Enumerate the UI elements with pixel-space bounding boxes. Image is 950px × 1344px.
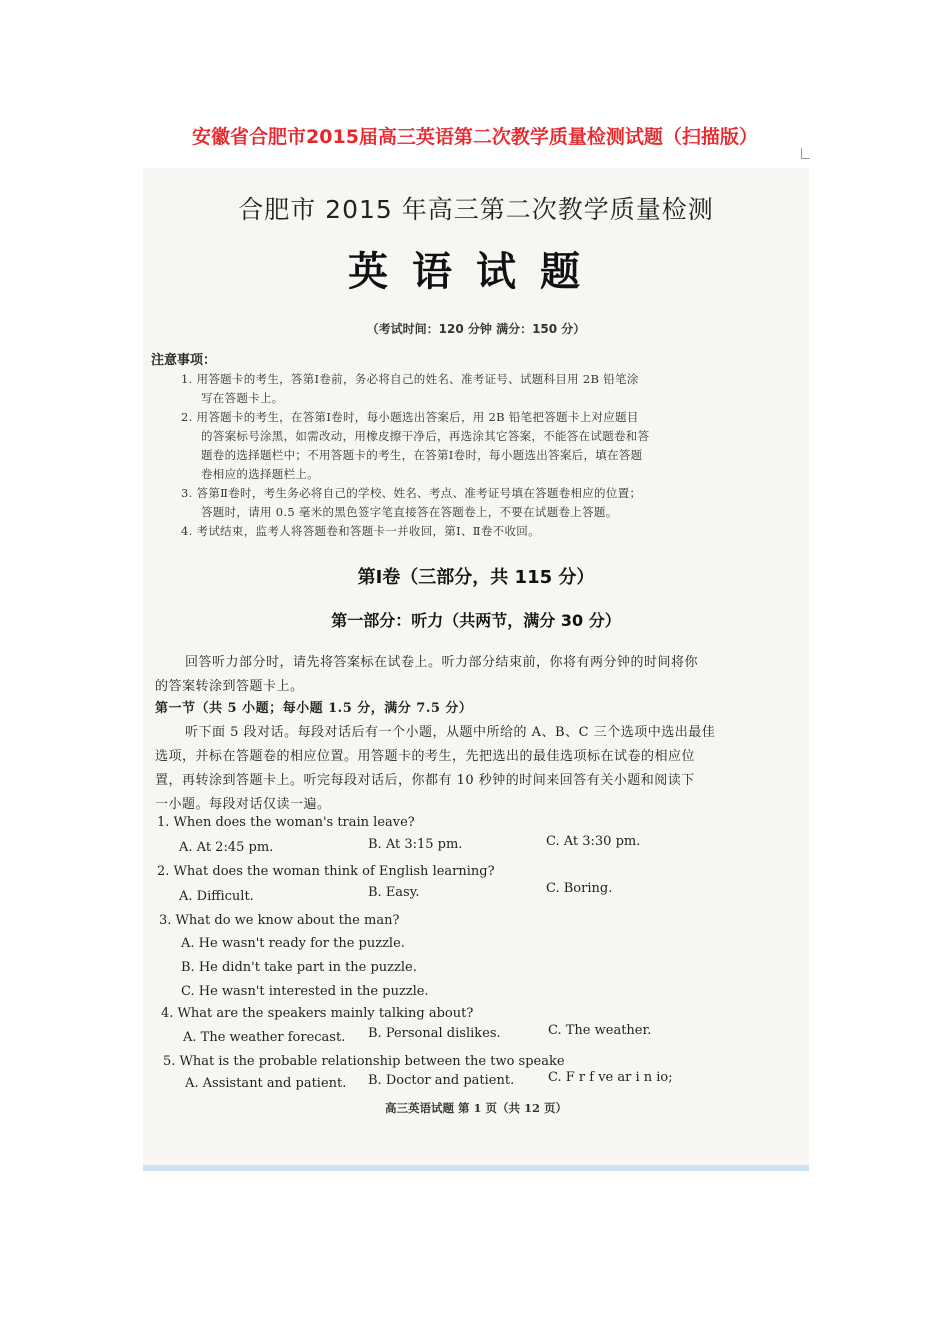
option-c: C. At 3:30 pm. xyxy=(546,834,641,849)
intro-line: 的答案转涂到答题卡上。 xyxy=(155,679,304,694)
part-title: 第一部分：听力（共两节，满分 30 分） xyxy=(331,611,621,630)
option-b: B. Personal dislikes. xyxy=(368,1026,501,1041)
note-line: 3. 答第Ⅱ卷时，考生务必将自己的学校、姓名、考点、准考证号填在答题卷相应的位置； xyxy=(181,486,642,500)
option-c: C. Boring. xyxy=(546,881,613,896)
note-line: 2. 用答题卡的考生，在答第Ⅰ卷时，每小题选出答案后，用 2B 铅笔把答题卡上对应题目 xyxy=(181,410,639,424)
question-text: 4. What are the speakers mainly talking about? xyxy=(161,1006,474,1021)
option-c: C. The weather. xyxy=(548,1023,652,1038)
intro-line: 回答听力部分时，请先将答案标在试卷上。听力部分结束前，你将有两分钟的时间将你 xyxy=(185,655,699,670)
option-b: B. Easy. xyxy=(368,885,420,900)
question-text: 1. When does the woman's train leave? xyxy=(157,815,415,830)
volume-title: 第Ⅰ卷（三部分，共 115 分） xyxy=(357,567,595,588)
note-line: 答题时，请用 0.5 毫米的黑色签字笔直接答在答题卷上，不要在试题卷上答题。 xyxy=(201,505,618,519)
option-c: C. F r f ve ar i n io; xyxy=(548,1070,673,1085)
scanned-exam-page xyxy=(143,168,809,1171)
option-a: A. Difficult. xyxy=(179,889,254,904)
option-a: A. At 2:45 pm. xyxy=(179,840,274,855)
document-title: 安徽省合肥市2015届高三英语第二次教学质量检测试题（扫描版） xyxy=(192,126,758,148)
note-line: 写在答题卡上。 xyxy=(201,391,284,405)
option-a: A. He wasn't ready for the puzzle. xyxy=(181,936,405,951)
note-line: 的答案标号涂黑，如需改动，用橡皮擦干净后，再选涂其它答案，不能答在试题卷和答 xyxy=(201,429,650,443)
option-a: A. The weather forecast. xyxy=(183,1030,346,1045)
section-line: 听下面 5 段对话。每段对话后有一个小题，从题中所给的 A、B、C 三个选项中选出最佳 xyxy=(185,725,716,740)
page-footer: 高三英语试题 第 1 页（共 12 页） xyxy=(384,1101,568,1115)
section-line: 选项，并标在答题卷的相应位置。用答题卡的考生，先把选出的最佳选项标在试卷的相应位 xyxy=(155,749,696,764)
section-line: 置，再转涂到答题卡上。听完每段对话后，你都有 10 秒钟的时间来回答有关小题和阅读下 xyxy=(155,773,695,788)
note-line: 题卷的选择题栏中；不用答题卡的考生，在答第Ⅰ卷时，每小题选出答案后，填在答题 xyxy=(201,448,643,462)
note-line: 1. 用答题卡的考生，答第Ⅰ卷前，务必将自己的姓名、准考证号、试题科目用 2B 铅笔涂 xyxy=(181,372,639,386)
exam-subject: 英语试题 xyxy=(348,248,604,295)
section-title: 第一节（共 5 小题；每小题 1.5 分，满分 7.5 分） xyxy=(155,701,473,716)
option-b: B. Doctor and patient. xyxy=(368,1073,515,1088)
exam-info: （考试时间：120 分钟 满分：150 分） xyxy=(366,322,586,336)
paragraph-corner-mark xyxy=(801,148,810,159)
question-text: 5. What is the probable relationship between the two speake xyxy=(163,1054,565,1069)
exam-header: 合肥市 2015 年高三第二次教学质量检测 xyxy=(238,195,714,224)
scan-bottom-border xyxy=(143,1165,809,1171)
note-line: 4. 考试结束，监考人将答题卷和答题卡一并收回，第Ⅰ、Ⅱ卷不收回。 xyxy=(181,524,540,538)
section-line: 一小题。每段对话仅读一遍。 xyxy=(155,797,331,812)
option-a: A. Assistant and patient. xyxy=(185,1076,347,1091)
note-line: 卷相应的选择题栏上。 xyxy=(201,467,319,481)
notes-title: 注意事项： xyxy=(151,353,217,368)
option-b: B. He didn't take part in the puzzle. xyxy=(181,960,417,975)
option-b: B. At 3:15 pm. xyxy=(368,837,463,852)
option-c: C. He wasn't interested in the puzzle. xyxy=(181,984,429,999)
question-text: 3. What do we know about the man? xyxy=(159,913,400,928)
question-text: 2. What does the woman think of English learning? xyxy=(157,864,495,879)
